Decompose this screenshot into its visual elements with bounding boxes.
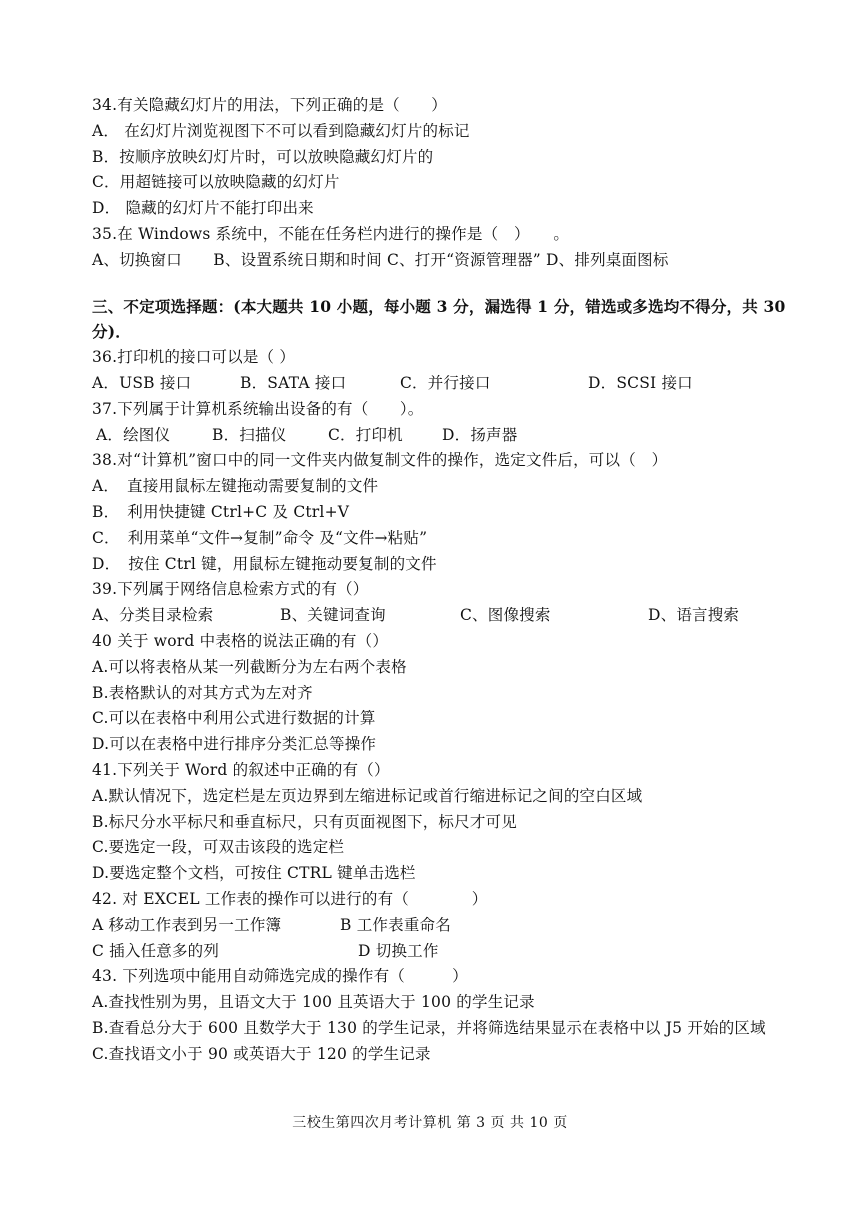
q36-option-c: C．并行接口 xyxy=(400,373,491,392)
q37-option-a: A．绘图仪 xyxy=(96,425,171,444)
q38-option-b: B． 利用快捷键 Ctrl+C 及 Ctrl+V xyxy=(92,502,350,521)
q41-option-b: B.标尺分水平标尺和垂直标尺，只有页面视图下，标尺才可见 xyxy=(92,812,517,831)
exam-page-content xyxy=(92,93,792,1067)
q34-option-b: B．按顺序放映幻灯片时，可以放映隐藏幻灯片的 xyxy=(92,147,434,166)
q35-options: A、切换窗口 B、设置系统日期和时间 C、打开“资源管理器” D、排列桌面图标 xyxy=(92,250,669,269)
q41-option-a: A.默认情况下，选定栏是左页边界到左缩进标记或首行缩进标记之间的空白区域 xyxy=(92,786,643,805)
q41-stem: 41.下列关于 Word 的叙述中正确的有（） xyxy=(92,760,390,779)
q40-option-d: D.可以在表格中进行排序分类汇总等操作 xyxy=(92,735,377,754)
q41-option-d: D.要选定整个文档，可按住 CTRL 键单击选栏 xyxy=(92,864,416,883)
q39-option-a: A、分类目录检索 xyxy=(92,606,214,625)
q37-options xyxy=(92,423,792,449)
q36-option-b: B．SATA 接口 xyxy=(240,373,347,392)
q34-option-c: C．用超链接可以放映隐藏的幻灯片 xyxy=(92,173,340,192)
q38-option-a: A． 直接用鼠标左键拖动需要复制的文件 xyxy=(92,477,379,496)
q41-option-c: C.要选定一段，可双击该段的选定栏 xyxy=(92,838,345,857)
q37-option-c: C．打印机 xyxy=(328,425,403,444)
q34-option-d: D． 隐藏的幻灯片不能打印出来 xyxy=(92,199,314,218)
q43-stem: 43. 下列选项中能用自动筛选完成的操作有（ ） xyxy=(92,967,468,986)
q42-stem: 42. 对 EXCEL 工作表的操作可以进行的有（ ） xyxy=(92,889,488,908)
q39-stem: 39.下列属于网络信息检索方式的有（） xyxy=(92,580,369,599)
q36-stem: 36.打印机的接口可以是（ ） xyxy=(92,348,296,367)
q39-option-c: C、图像搜索 xyxy=(460,606,551,625)
q42-options-cd xyxy=(92,939,792,965)
q38-option-d: D． 按住 Ctrl 键，用鼠标左键拖动要复制的文件 xyxy=(92,554,437,573)
q34-stem: 34.有关隐藏幻灯片的用法，下列正确的是（ ） xyxy=(92,96,447,114)
q42-option-a: A 移动工作表到另一工作簿 xyxy=(92,915,282,934)
q34-option-a: A． 在幻灯片浏览视图下不可以看到隐藏幻灯片的标记 xyxy=(92,121,470,140)
q36-options xyxy=(92,371,792,397)
q43-option-c: C.查找语文小于 90 或英语大于 120 的学生记录 xyxy=(92,1044,431,1063)
q40-option-b: B.表格默认的对其方式为左对齐 xyxy=(92,683,313,702)
page-footer: 三校生第四次月考计算机 第 3 页 共 10 页 xyxy=(292,1115,568,1131)
q38-stem: 38.对“计算机”窗口中的同一文件夹内做复制文件的操作，选定文件后，可以（ ） xyxy=(92,451,668,470)
q42-options-ab xyxy=(92,913,792,939)
q37-stem: 37.下列属于计算机系统输出设备的有（ ）。 xyxy=(92,399,424,418)
q40-option-c: C.可以在表格中利用公式进行数据的计算 xyxy=(92,709,376,728)
q42-option-c: C 插入任意多的列 xyxy=(92,941,220,960)
q39-option-b: B、关键词查询 xyxy=(280,606,386,625)
q42-option-b: B 工作表重命名 xyxy=(340,915,451,934)
q40-option-a: A.可以将表格从某一列截断分为左右两个表格 xyxy=(92,657,407,676)
q39-option-d: D、语言搜索 xyxy=(648,606,740,625)
q35-stem: 35.在 Windows 系统中，不能在任务栏内进行的操作是（ ） 。 xyxy=(92,224,570,243)
q37-option-d: D．扬声器 xyxy=(442,425,518,444)
q40-stem: 40 关于 word 中表格的说法正确的有（） xyxy=(92,631,389,650)
q38-option-c: C． 利用菜单“文件→复制”命令 及“文件→粘贴” xyxy=(92,528,428,547)
q37-option-b: B．扫描仪 xyxy=(212,425,287,444)
section-3-heading: 三、不定项选择题：(本大题共 10 小题，每小题 3 分，漏选得 1 分，错选或多选均不得分，共 30 分)． xyxy=(92,296,786,342)
q36-option-d: D．SCSI 接口 xyxy=(588,373,693,392)
q43-option-b: B.查看总分大于 600 且数学大于 130 的学生记录，并将筛选结果显示在表格中以 J5 开始的区域 xyxy=(92,1018,766,1037)
q43-option-a: A.查找性别为男，且语文大于 100 且英语大于 100 的学生记录 xyxy=(92,993,535,1012)
q42-option-d: D 切换工作 xyxy=(358,941,439,960)
q36-option-a: A．USB 接口 xyxy=(92,373,192,392)
q39-options xyxy=(92,603,792,629)
